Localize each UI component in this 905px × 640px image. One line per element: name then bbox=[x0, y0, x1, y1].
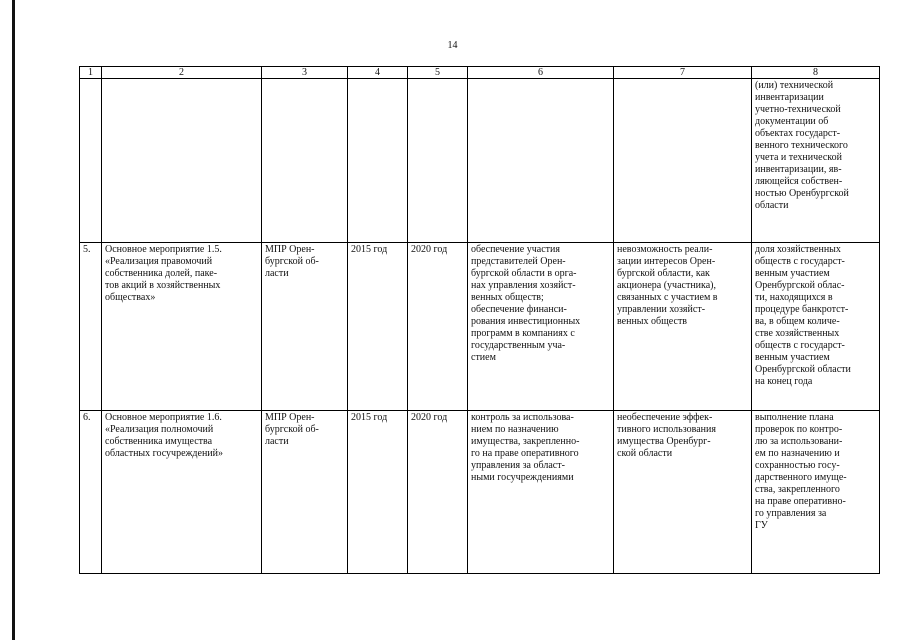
row-number-cell bbox=[80, 79, 102, 243]
column-header-3: 3 bbox=[262, 67, 348, 79]
header-row bbox=[80, 67, 880, 79]
page-number: 14 bbox=[447, 40, 458, 51]
end-year-cell: 2020 год bbox=[408, 411, 468, 574]
indicator-cell: (или) технической инвентаризации учетно-технической документации об объектах государст- венного технического учета и технической инвентаризации, яв- ляющейся собствен- ностью Оренбургской области bbox=[752, 79, 880, 243]
row-number-cell: 5. bbox=[80, 243, 102, 411]
table-row bbox=[80, 243, 880, 411]
end-year-cell: 2020 год bbox=[408, 243, 468, 411]
content-cell: контроль за использова- нием по назначению имущества, закрепленно- го на праве оперативного управления за област- ными госучреждениями bbox=[468, 411, 614, 574]
table-row bbox=[80, 411, 880, 574]
executor-cell bbox=[262, 79, 348, 243]
content-cell bbox=[468, 79, 614, 243]
executor-cell: МПР Орен- бургской об- ласти bbox=[262, 411, 348, 574]
column-header-8: 8 bbox=[752, 67, 880, 79]
table-row bbox=[80, 79, 880, 243]
end-year-cell bbox=[408, 79, 468, 243]
row-number-cell: 6. bbox=[80, 411, 102, 574]
start-year-cell: 2015 год bbox=[348, 411, 408, 574]
content-cell: обеспечение участия представителей Орен- бургской области в орга- нах управления хозяйст- венных обществ; обеспечение финанси- рования инвестиционных программ в компаниях с государственным уча- стием bbox=[468, 243, 614, 411]
activity-cell: Основное мероприятие 1.5. «Реализация правомочий собственника долей, паке- тов акций в хозяйственных обществах» bbox=[102, 243, 262, 411]
document-table bbox=[79, 66, 880, 574]
column-header-5: 5 bbox=[408, 67, 468, 79]
indicator-cell: выполнение плана проверок по контро- лю за использовани- ем по назначению и сохранностью госу- дарственного имуще- ства, закрепленного на праве оперативно- го управления за ГУ bbox=[752, 411, 880, 574]
column-header-6: 6 bbox=[468, 67, 614, 79]
activity-cell bbox=[102, 79, 262, 243]
scan-edge-line bbox=[12, 0, 15, 640]
start-year-cell bbox=[348, 79, 408, 243]
column-header-7: 7 bbox=[614, 67, 752, 79]
consequences-cell: необеспечение эффек- тивного использования имущества Оренбург- ской области bbox=[614, 411, 752, 574]
column-header-4: 4 bbox=[348, 67, 408, 79]
consequences-cell bbox=[614, 79, 752, 243]
executor-cell: МПР Орен- бургской об- ласти bbox=[262, 243, 348, 411]
column-header-1: 1 bbox=[80, 67, 102, 79]
consequences-cell: невозможность реали- зации интересов Орен- бургской области, как акционера (участника), связанных с участием в управлении хозяйст- венных обществ bbox=[614, 243, 752, 411]
start-year-cell: 2015 год bbox=[348, 243, 408, 411]
column-header-2: 2 bbox=[102, 67, 262, 79]
indicator-cell: доля хозяйственных обществ с государст- венным участием Оренбургской облас- ти, находящихся в процедуре банкротст- ва, в общем количе- стве хозяйственных обществ с государст- венным участием Оренбургской области на конец года bbox=[752, 243, 880, 411]
activity-cell: Основное мероприятие 1.6. «Реализация полномочий собственника имущества областных госучреждений» bbox=[102, 411, 262, 574]
